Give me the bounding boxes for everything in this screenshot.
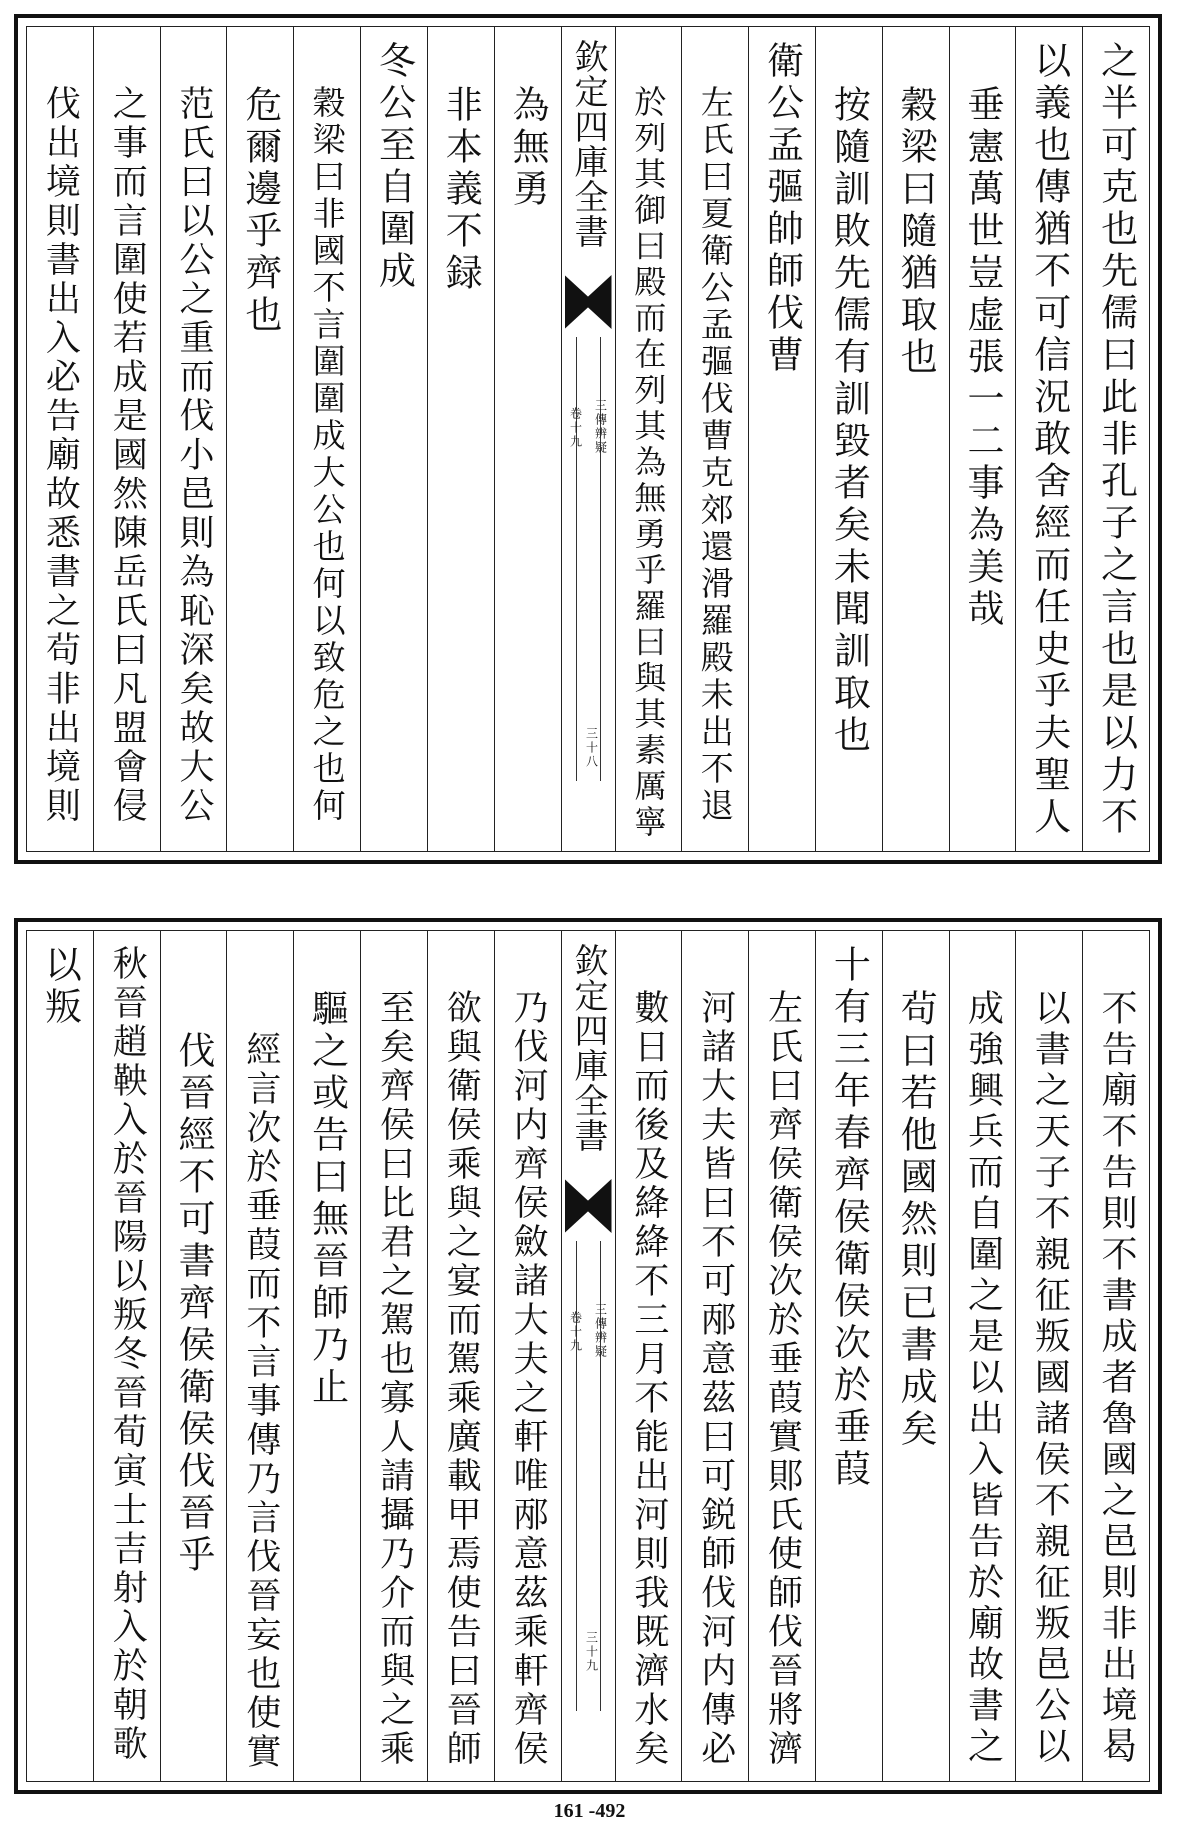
text-column xyxy=(293,27,360,851)
text-column xyxy=(748,27,815,851)
column-text: 衛公孟彄帥師伐曹 xyxy=(760,41,804,377)
text-column xyxy=(427,931,494,1781)
column-text: 為無勇 xyxy=(506,85,550,211)
center-fold xyxy=(561,931,615,1781)
text-column xyxy=(882,27,949,851)
text-column xyxy=(949,27,1016,851)
page-code: 161 -492 xyxy=(553,1800,626,1822)
column-text: 至矣齊侯曰比君之駕也寡人請攝乃介而與之乘 xyxy=(374,989,415,1769)
column-text: 以書之天子不親征叛國諸侯不親征叛邑公以 xyxy=(1029,989,1071,1768)
column-text: 伐出境則書出入必告廟故悉書之茍非出境則 xyxy=(40,85,81,826)
column-text: 范氏曰以公之重而伐小邑則為恥深矣故大公 xyxy=(174,85,215,826)
text-column xyxy=(815,27,882,851)
column-text: 之半可克也先儒曰此非孔子之言也是以力不 xyxy=(1094,41,1138,839)
text-column xyxy=(93,931,160,1781)
text-column xyxy=(27,27,93,851)
column-text: 十有三年春齊侯衛侯次於垂葭 xyxy=(827,945,871,1491)
column-text: 左氏曰齊侯衛侯次於垂葭實郥氏使師伐晉將濟 xyxy=(762,989,803,1769)
column-text: 茍曰若他國然則已書成矣 xyxy=(894,989,938,1451)
text-column xyxy=(681,27,748,851)
text-column xyxy=(93,27,160,851)
column-text: 危爾邊乎齊也 xyxy=(238,85,282,337)
column-text: 欲與衛侯乘與之宴而駕乘廣載甲焉使告曰晉師 xyxy=(441,989,482,1769)
column-text: 左氏曰夏衛公孟彄伐曹克郊還滑羅殿未出不退 xyxy=(695,85,735,825)
fish-tail-mark xyxy=(565,275,612,329)
column-text: 乃伐河内齊侯斂諸大夫之軒唯邴意茲乘軒齊侯 xyxy=(508,989,549,1769)
text-column xyxy=(748,931,815,1781)
text-column xyxy=(494,27,561,851)
column-text: 穀梁曰隨猶取也 xyxy=(894,85,938,379)
text-column xyxy=(160,931,227,1781)
text-column xyxy=(226,27,293,851)
text-column xyxy=(882,931,949,1781)
text-column xyxy=(27,931,93,1781)
text-column xyxy=(360,931,427,1781)
column-text: 穀梁曰非國不言圍圍成大公也何以致危之也何 xyxy=(307,85,347,825)
volume-label: 卷十九 xyxy=(568,407,583,449)
fish-tail-mark xyxy=(565,1179,612,1233)
text-column xyxy=(160,27,227,851)
column-text: 不告廟不告則不書成者魯國之邑則非出境曷 xyxy=(1096,989,1138,1768)
text-column xyxy=(360,27,427,851)
bottom-page xyxy=(14,918,1162,1794)
text-column xyxy=(1015,931,1082,1781)
center-fold xyxy=(561,27,615,851)
column-text: 垂憲萬世豈虚張一二事為美哉 xyxy=(960,85,1004,631)
book-title: 欽定四庫全書 xyxy=(568,943,608,1153)
book-name: 三傳辨疑 xyxy=(593,1303,608,1359)
column-text: 成強興兵而自圍之是以出入皆告於廟故書之 xyxy=(962,989,1004,1768)
column-text: 按隨訓敗先儒有訓毀者矣未聞訓取也 xyxy=(827,85,871,757)
column-text: 以義也傳猶不可信況敢舍經而任史乎夫聖人 xyxy=(1027,41,1071,839)
text-column xyxy=(1082,931,1149,1781)
book-title: 欽定四庫全書 xyxy=(568,39,608,249)
text-column xyxy=(494,931,561,1781)
column-text: 以叛 xyxy=(38,945,82,1029)
text-column xyxy=(815,931,882,1781)
column-text: 於列其御曰殿而在列其為無勇乎羅曰與其素厲寧 xyxy=(629,85,668,841)
text-column xyxy=(226,931,293,1781)
column-text: 之事而言圍使若成是國然陳岳氏曰凡盟會侵 xyxy=(107,85,148,826)
text-column xyxy=(427,27,494,851)
column-text: 驅之或告曰無晉師乃止 xyxy=(305,989,349,1409)
column-text: 經言次於垂葭而不言事傳乃言伐晉妄也使實 xyxy=(240,1031,281,1772)
text-column xyxy=(615,27,682,851)
top-page xyxy=(14,14,1162,864)
fold-rule xyxy=(576,337,577,781)
bottom-page-frame xyxy=(26,930,1150,1782)
text-column xyxy=(949,931,1016,1781)
column-text: 河諸大夫皆曰不可邴意茲曰可鋭師伐河内傳必 xyxy=(695,989,736,1769)
text-column xyxy=(615,931,682,1781)
text-column xyxy=(293,931,360,1781)
column-text: 非本義不録 xyxy=(439,85,483,295)
text-column xyxy=(1082,27,1149,851)
volume-label: 卷十九 xyxy=(568,1311,583,1353)
folio-number: 三十八 xyxy=(584,727,599,769)
book-name: 三傳辨疑 xyxy=(593,399,608,455)
text-column xyxy=(681,931,748,1781)
column-text: 伐晉經不可書齊侯衛侯伐晉乎 xyxy=(172,1031,216,1577)
folio-number: 三十九 xyxy=(584,1631,599,1673)
text-column xyxy=(1015,27,1082,851)
column-text: 數日而後及絳絳不三月不能出河則我既濟水矣 xyxy=(628,989,669,1769)
top-page-frame xyxy=(26,26,1150,852)
column-text: 冬公至自圍成 xyxy=(372,41,416,293)
column-text: 秋晉趙鞅入於晉陽以叛冬晉荀寅士吉射入於朝歌 xyxy=(107,945,148,1764)
